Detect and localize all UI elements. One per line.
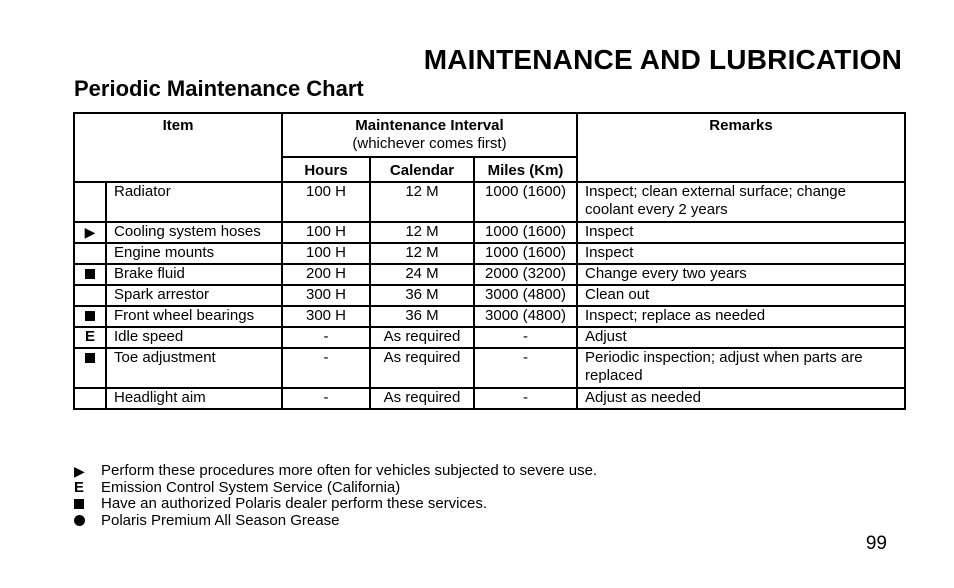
legend-symbol [73,499,101,509]
row-miles: - [474,348,577,388]
header-interval [282,113,577,157]
row-calendar: 12 M [370,222,474,243]
row-miles: - [474,327,577,348]
row-remarks: Periodic inspection; adjust when parts are replaced [577,348,905,388]
row-symbol [74,182,106,222]
row-item: Brake fluid [106,264,282,285]
header-item: Item [74,113,282,182]
header-calendar: Calendar [370,157,474,182]
row-hours: 100 H [282,222,370,243]
row-item: Cooling system hoses [106,222,282,243]
row-symbol [74,243,106,264]
row-calendar: 12 M [370,182,474,222]
legend-symbol [73,463,101,480]
row-item: Radiator [106,182,282,222]
table-row [74,348,905,388]
legend-item [73,480,597,497]
legend [73,463,597,529]
severe-use-triangle-icon: ▶ [74,463,85,479]
table-row [74,264,905,285]
row-calendar: As required [370,327,474,348]
row-remarks: Clean out [577,285,905,306]
row-miles: 2000 (3200) [474,264,577,285]
row-miles: - [474,388,577,409]
severe-use-triangle-icon: ▶ [84,224,96,240]
row-remarks: Inspect; clean external surface; change coolant every 2 years [577,182,905,222]
row-miles: 3000 (4800) [474,306,577,327]
table-row [74,285,905,306]
legend-text: Perform these procedures more often for vehicles subjected to severe use. [101,462,598,479]
row-symbol [74,348,106,388]
emission-e-icon: E [74,478,85,496]
legend-text: Emission Control System Service (California) [101,478,401,496]
row-miles: 1000 (1600) [474,182,577,222]
legend-item [73,513,597,530]
table-row [74,388,905,409]
table-row [74,243,905,264]
row-remarks: Inspect [577,243,905,264]
row-hours: 200 H [282,264,370,285]
row-symbol [74,264,106,285]
dealer-service-square-icon [85,353,95,363]
row-hours: 300 H [282,285,370,306]
row-remarks: Change every two years [577,264,905,285]
row-calendar: 36 M [370,306,474,327]
row-hours: - [282,348,370,388]
legend-item [73,496,597,513]
row-remarks: Adjust as needed [577,388,905,409]
row-item: Headlight aim [106,388,282,409]
row-hours: 100 H [282,243,370,264]
row-symbol [74,306,106,327]
row-item: Idle speed [106,327,282,348]
row-calendar: As required [370,388,474,409]
row-symbol [74,222,106,243]
legend-symbol [73,515,101,526]
row-hours: 300 H [282,306,370,327]
chart-title: Periodic Maintenance Chart [74,76,364,101]
header-interval-note: (whichever comes first) [352,135,507,152]
maintenance-table [73,112,906,410]
legend-text: Have an authorized Polaris dealer perform these services. [101,495,488,512]
header-interval-label: Maintenance Interval [355,117,504,134]
row-remarks: Inspect; replace as needed [577,306,905,327]
row-calendar: 36 M [370,285,474,306]
table-row [74,222,905,243]
legend-item [73,463,597,480]
row-symbol [74,285,106,306]
row-hours: - [282,327,370,348]
section-title: MAINTENANCE AND LUBRICATION [423,44,902,75]
header-remarks: Remarks [577,113,905,182]
row-miles: 1000 (1600) [474,222,577,243]
row-symbol [74,327,106,348]
row-item: Toe adjustment [106,348,282,388]
row-calendar: As required [370,348,474,388]
dealer-service-square-icon [85,269,95,279]
emission-e-icon: E [84,328,95,345]
row-item: Engine mounts [106,243,282,264]
table-row [74,327,905,348]
dealer-service-square-icon [74,499,84,509]
row-remarks: Adjust [577,327,905,348]
table-row [74,306,905,327]
dealer-service-square-icon [85,311,95,321]
row-remarks: Inspect [577,222,905,243]
row-item: Spark arrestor [106,285,282,306]
grease-circle-icon [74,515,85,526]
table-row [74,182,905,222]
header-miles: Miles (Km) [474,157,577,182]
row-calendar: 24 M [370,264,474,285]
row-symbol [74,388,106,409]
page-number: 99 [865,533,887,554]
row-item: Front wheel bearings [106,306,282,327]
row-miles: 3000 (4800) [474,285,577,306]
row-calendar: 12 M [370,243,474,264]
legend-text: Polaris Premium All Season Grease [101,511,340,529]
row-hours: - [282,388,370,409]
row-hours: 100 H [282,182,370,222]
row-miles: 1000 (1600) [474,243,577,264]
legend-symbol [73,480,101,497]
header-hours: Hours [282,157,370,182]
